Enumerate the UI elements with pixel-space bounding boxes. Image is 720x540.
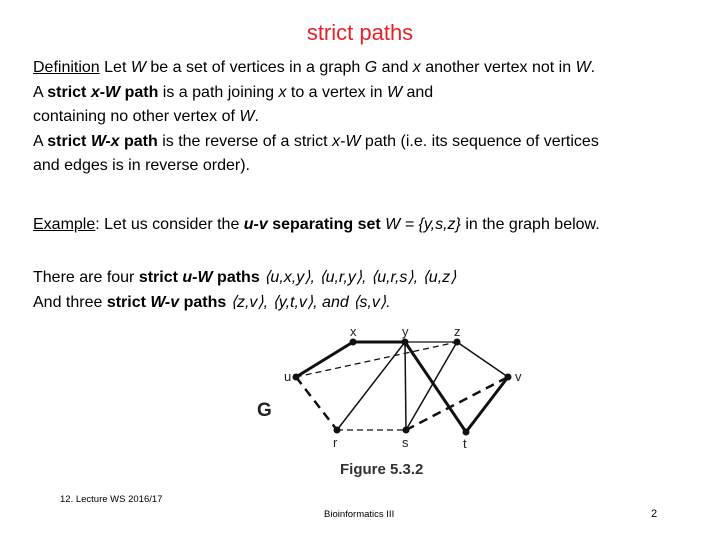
text-run: . xyxy=(254,108,259,125)
text-run: to a vertex in xyxy=(286,83,387,101)
edge-y-t xyxy=(405,342,466,432)
vertex-u xyxy=(293,374,300,381)
math-set: W = {y,s,z} xyxy=(385,216,461,233)
term: strict xyxy=(106,293,151,311)
vertex-label-r: r xyxy=(333,435,338,450)
figure-caption: Figure 5.3.2 xyxy=(340,461,424,478)
definition-line-5: and edges is in reverse order). xyxy=(33,157,250,174)
definition-label: Definition xyxy=(33,59,100,76)
paths-paragraph xyxy=(33,266,703,315)
text-run: : Let us consider the xyxy=(95,216,244,233)
text-run: There are four xyxy=(33,269,139,286)
example-label: Example xyxy=(33,216,96,233)
math-var: x-W xyxy=(332,132,361,150)
vertex-v xyxy=(505,374,512,381)
vertex-t xyxy=(463,429,470,436)
term: W-v xyxy=(150,293,180,311)
term: path xyxy=(120,83,159,101)
math-var: W xyxy=(239,108,255,125)
slide-title: strict paths xyxy=(306,20,414,45)
text-run: path (i.e. its sequence of vertices xyxy=(360,132,599,150)
paths-line-1 xyxy=(33,266,703,291)
edge-u-r xyxy=(296,377,337,430)
math-var: W xyxy=(575,59,591,76)
edge-u-x xyxy=(296,342,353,377)
vertex-z xyxy=(454,339,461,346)
definition-line-4 xyxy=(33,130,703,155)
text-run: and xyxy=(377,59,413,76)
paths-line-2 xyxy=(33,291,703,316)
vertex-y xyxy=(402,339,409,346)
term: separating set xyxy=(267,216,386,233)
math-var: W xyxy=(386,83,403,101)
text-run: is a path joining xyxy=(158,83,279,101)
text-run: and xyxy=(402,83,434,101)
vertex-label-z: z xyxy=(454,324,461,339)
text-run: another vertex not in xyxy=(420,59,576,76)
footer-page-number: 2 xyxy=(651,508,658,520)
term: u-W xyxy=(182,269,213,286)
edge-t-v xyxy=(466,377,508,432)
text-run: . xyxy=(590,59,596,76)
example-paragraph xyxy=(33,213,703,238)
text-run: containing no other vertex of xyxy=(33,108,240,125)
text-run: And three xyxy=(33,293,107,311)
term: paths xyxy=(212,269,265,286)
vertex-label-x: x xyxy=(350,324,357,339)
math-var: G xyxy=(364,59,378,76)
definition-paragraph xyxy=(33,56,703,179)
edge-z-v xyxy=(457,342,508,377)
math-var: x xyxy=(278,83,287,101)
path-list: ⟨u,x,y⟩, ⟨u,r,y⟩, ⟨u,r,s⟩, ⟨u,z⟩ xyxy=(264,269,457,286)
term: W-x xyxy=(90,132,120,150)
vertex-r xyxy=(334,427,341,434)
text-run: be a set of vertices in a graph xyxy=(145,59,365,76)
path-list: ⟨z,v⟩, ⟨y,t,v⟩, and ⟨s,v⟩. xyxy=(230,293,391,311)
vertex-s xyxy=(403,427,410,434)
text-run: A xyxy=(33,83,48,101)
vertex-label-v: v xyxy=(515,369,522,384)
edge-u-z xyxy=(296,342,457,377)
footer-course: Bioinformatics III xyxy=(324,509,395,520)
text-run: A xyxy=(33,132,48,150)
definition-line-3 xyxy=(33,105,703,130)
term: strict xyxy=(138,269,183,286)
text-run: in the graph below. xyxy=(460,216,600,233)
term: paths xyxy=(179,293,231,311)
definition-line-2 xyxy=(33,81,703,106)
vertex-x xyxy=(350,339,357,346)
term: u-v xyxy=(243,216,268,233)
definition-line-1 xyxy=(33,56,703,81)
text-run: Let xyxy=(99,59,131,76)
term: x-W xyxy=(90,83,121,101)
term: strict xyxy=(47,83,91,101)
vertex-label-y: y xyxy=(402,324,409,339)
edge-y-s xyxy=(405,342,406,430)
vertex-label-t: t xyxy=(463,436,467,451)
text-run: is the reverse of a strict xyxy=(157,132,333,150)
term: strict xyxy=(47,132,91,150)
math-var: x xyxy=(412,59,421,76)
graph-figure xyxy=(225,322,560,482)
graph-label: G xyxy=(257,400,272,421)
math-var: W xyxy=(130,59,146,76)
vertex-label-s: s xyxy=(402,435,409,450)
footer-lecture: 12. Lecture WS 2016/17 xyxy=(60,494,163,505)
term: path xyxy=(119,132,158,150)
vertex-label-u: u xyxy=(284,369,292,384)
